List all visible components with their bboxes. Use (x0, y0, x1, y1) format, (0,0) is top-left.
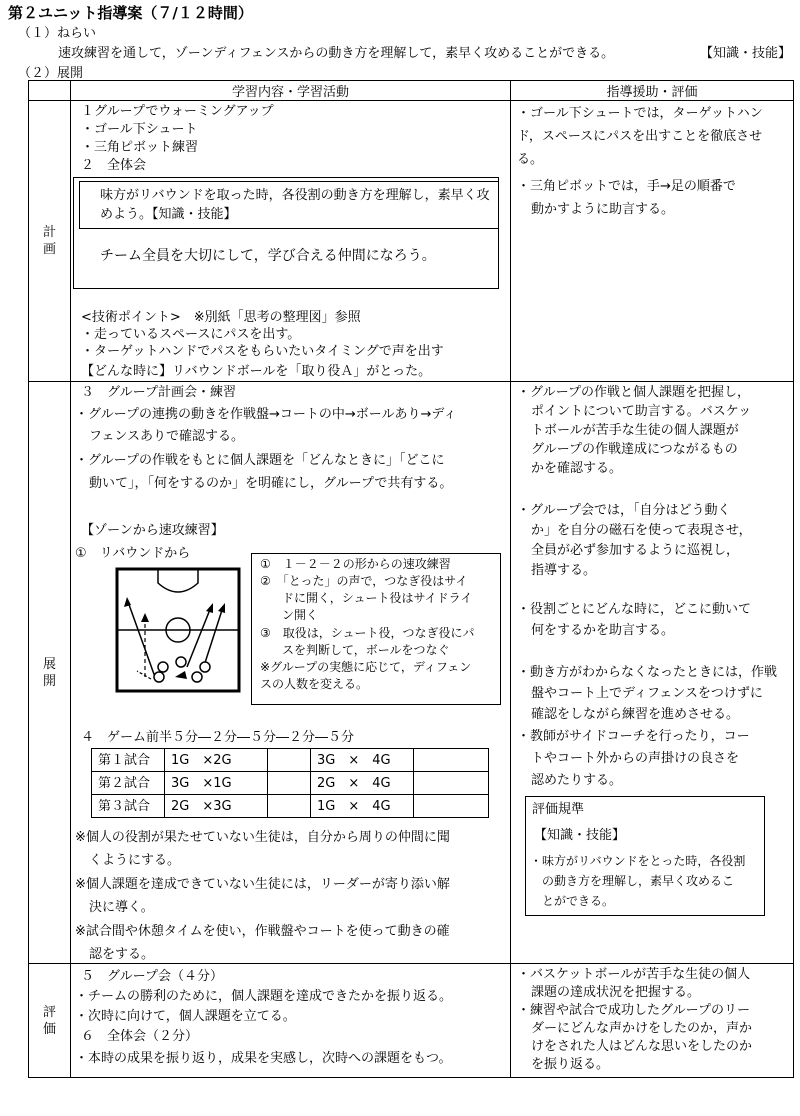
eval-activity-line: ５ グループ会（４分） (81, 969, 223, 984)
eval-support-line: を振り返る。 (531, 1057, 610, 1072)
header-activity: 学習内容・学習活動 (71, 81, 511, 101)
eval-support-line: ・練習や試合で成功したグループのリー (517, 1003, 750, 1018)
aim-heading: （１）ねらい (18, 26, 97, 41)
plan-activity-line: ・ゴール下シュート (81, 122, 198, 137)
dev-support-line: ・教師がサイドコーチを行ったり，コー (517, 729, 750, 744)
evaluation-activity (71, 964, 511, 1078)
tech-point-line: 【どんな時に】リバウンドボールを「取り役Ａ」がとった。 (81, 364, 432, 379)
dev-support-line: ・グループの作戦と個人課題を把握し， (517, 385, 750, 400)
dev-support-line: 認めたりする。 (531, 773, 623, 788)
drill-note: ① １－２－２の形からの速攻練習 (260, 557, 451, 571)
plan-activity-line: ・三角ピボット練習 (81, 140, 199, 155)
dev-note: ※試合間や休憩タイムを使い，作戦盤やコートを使って動きの確 (75, 924, 450, 939)
eval-activity-line: ・チームの勝利のために，個人課題を達成できたかを振り返る。 (75, 989, 453, 1004)
plan-support (511, 101, 794, 382)
dev-activity-line: 動いて」，「何をするのか」を明確にし，グループで共有する。 (89, 476, 453, 491)
criteria-title: 評価規準 (532, 802, 585, 817)
phase-plan: 計 画 (29, 101, 71, 382)
criteria-line: ・味方がリバウンドをとった時，各役割 (530, 854, 746, 868)
tech-point-line: ・ターゲットハンドでパスをもらいたいタイミングで声を出す (81, 344, 444, 359)
goal-line: 味方がリバウンドを取った時，各役割の動き方を理解し，素早く攻 (100, 188, 490, 203)
dev-support-line: トボールが苦手な生徒の個人課題が (531, 423, 739, 438)
dev-support-line: ポイントについて助言する。バスケッ (531, 404, 752, 419)
game-match-a: 2G ×3G (165, 795, 268, 818)
plan-activity (71, 101, 511, 382)
dev-note: くようにする。 (89, 853, 181, 868)
dev-note: 認をする。 (89, 947, 155, 962)
game-row (92, 795, 489, 818)
evaluation-support (511, 964, 794, 1078)
game-name: 第２試合 (92, 772, 165, 795)
plan-support-line: 動かすように助言する。 (531, 202, 675, 217)
dev-note: ※個人課題を達成できていない生徒には，リーダーが寄り添い解 (75, 877, 450, 892)
dev-support-line: 盤やコート上でディフェンスをつけずに (531, 686, 763, 701)
dev-support-line: 全員が必ず参加するように巡視し， (531, 543, 740, 558)
dev-activity-line: ① リバウンドから (75, 546, 191, 561)
drill-note: ※グループの実態に応じて，ディフェン (260, 660, 472, 674)
header-blank (29, 81, 71, 101)
dev-support-line: トやコート外からの声掛けの良さを (531, 751, 740, 766)
game-row (92, 772, 489, 795)
drill-note: ン開く (282, 608, 319, 622)
header-support: 指導援助・評価 (511, 81, 794, 101)
lesson-plan-table (28, 80, 794, 1078)
drill-note: ② 「とった」の声で，つなぎ役はサイ (260, 574, 468, 588)
drill-notes-box (251, 553, 501, 705)
dev-activity-line: ・グループの作戦をもとに個人課題を「どんなときに」「どこに (75, 453, 445, 468)
game-match-b: 3G × 4G (311, 749, 414, 772)
game-match-b: 1G × 4G (311, 795, 414, 818)
game-match-b: 2G × 4G (311, 772, 414, 795)
eval-activity-line: ・本時の成果を振り返り，成果を実感し，次時への課題をもつ。 (75, 1051, 452, 1066)
plan-activity-line: ２ 全体会 (81, 158, 147, 173)
phase-development: 展 開 (29, 382, 71, 964)
evaluation-criteria-box (525, 796, 765, 916)
game-row (92, 749, 489, 772)
dev-support-line: ・動き方がわからなくなったときには，作戦 (517, 665, 778, 680)
team-goal: チーム全員を大切にして，学び合える仲間になろう。 (100, 248, 436, 264)
drill-note: ③ 取役は，シュート役，つなぎ役にパ (260, 626, 475, 640)
dev-activity-line: 【ゾーンから速攻練習】 (81, 523, 224, 538)
plan-support-line: ド，スペースにパスを出すことを徹底させ (517, 129, 763, 144)
eval-support-line: ・バスケットボールが苦手な生徒の個人 (517, 967, 751, 982)
dev-support-line: 指導する。 (531, 563, 597, 578)
criteria-line: とができる。 (542, 894, 615, 908)
dev-activity-line: フェンスありで確認する。 (89, 429, 244, 444)
eval-support-line: 課題の達成状況を把握する。 (531, 985, 701, 1000)
drill-note: ドに開く，シュート役はサイドライ (282, 591, 473, 605)
dev-support-line: かを確認する。 (531, 461, 623, 476)
eval-support-line: けをされた人はどんな思いをしたのか (531, 1039, 753, 1054)
dev-activity-line: ・グループの連携の動きを作戦盤→コートの中→ボールあり→ディ (75, 407, 457, 422)
drill-note: スの人数を変える。 (260, 677, 369, 691)
eval-activity-line: ・次時に向けて，個人課題を立てる。 (75, 1009, 296, 1024)
game-heading: ４ ゲーム前半５分―２分―５分―２分―５分 (81, 730, 355, 745)
plan-support-line: ・ゴール下シュートでは，ターゲットハン (517, 106, 763, 121)
game-name: 第１試合 (92, 749, 165, 772)
aim-text: 速攻練習を通して，ゾーンディフェンスからの動き方を理解して，素早く攻めることができる。 (58, 46, 615, 61)
dev-support-line: 確認をしながら練習を進めさせる。 (531, 707, 740, 722)
plan-support-line: る。 (517, 152, 544, 167)
criteria-tag: 【知識・技能】 (534, 828, 626, 843)
plan-activity-line: １グループでウォーミングアップ (81, 104, 274, 119)
dev-support-line: グループの作戦達成につながるもの (531, 442, 738, 457)
tech-point-line: ・走っているスペースにパスを出す。 (81, 327, 301, 342)
plan-support-line: ・三角ピボットでは，手→足の順番で (517, 179, 736, 194)
game-schedule-table (91, 748, 489, 818)
dev-support-line: ・グループ会では，「自分はどう動く (517, 503, 731, 518)
eval-activity-line: ６ 全体会（２分） (81, 1029, 199, 1044)
aim-tag: 【知識・技能】 (700, 46, 792, 61)
court-diagram (115, 567, 241, 693)
tech-point-line: <技術ポイント> ※別紙「思考の整理図」参照 (81, 310, 361, 325)
dev-support-line: ・役割ごとにどんな時に，どこに動いて (517, 602, 752, 617)
development-heading: （２）展開 (18, 66, 84, 81)
development-activity (71, 382, 511, 964)
eval-support-line: ダーにどんな声かけをしたのか，声か (531, 1021, 753, 1036)
goal-outer-box (73, 177, 499, 289)
game-match-a: 1G ×2G (165, 749, 268, 772)
criteria-line: の動き方を理解し，素早く攻めるこ (542, 874, 735, 888)
dev-note: ※個人の役割が果たせていない生徒は，自分から周りの仲間に聞 (75, 830, 450, 845)
game-match-a: 3G ×1G (165, 772, 268, 795)
dev-activity-line: ３ グループ計画会・練習 (81, 385, 236, 400)
page-title: 第２ユニット指導案（７/１２時間） (8, 4, 253, 22)
goal-line: めよう。【知識・技能】 (100, 207, 237, 222)
dev-support-line: か」を自分の磁石を使って表現させ， (531, 523, 752, 538)
dev-support-line: 何をするかを助言する。 (531, 623, 675, 638)
drill-note: スを判断して，ボールをつなぐ (282, 643, 450, 657)
phase-evaluation: 評 価 (29, 964, 71, 1078)
development-support (511, 382, 794, 964)
game-name: 第３試合 (92, 795, 165, 818)
dev-note: 決に導く。 (89, 900, 154, 915)
